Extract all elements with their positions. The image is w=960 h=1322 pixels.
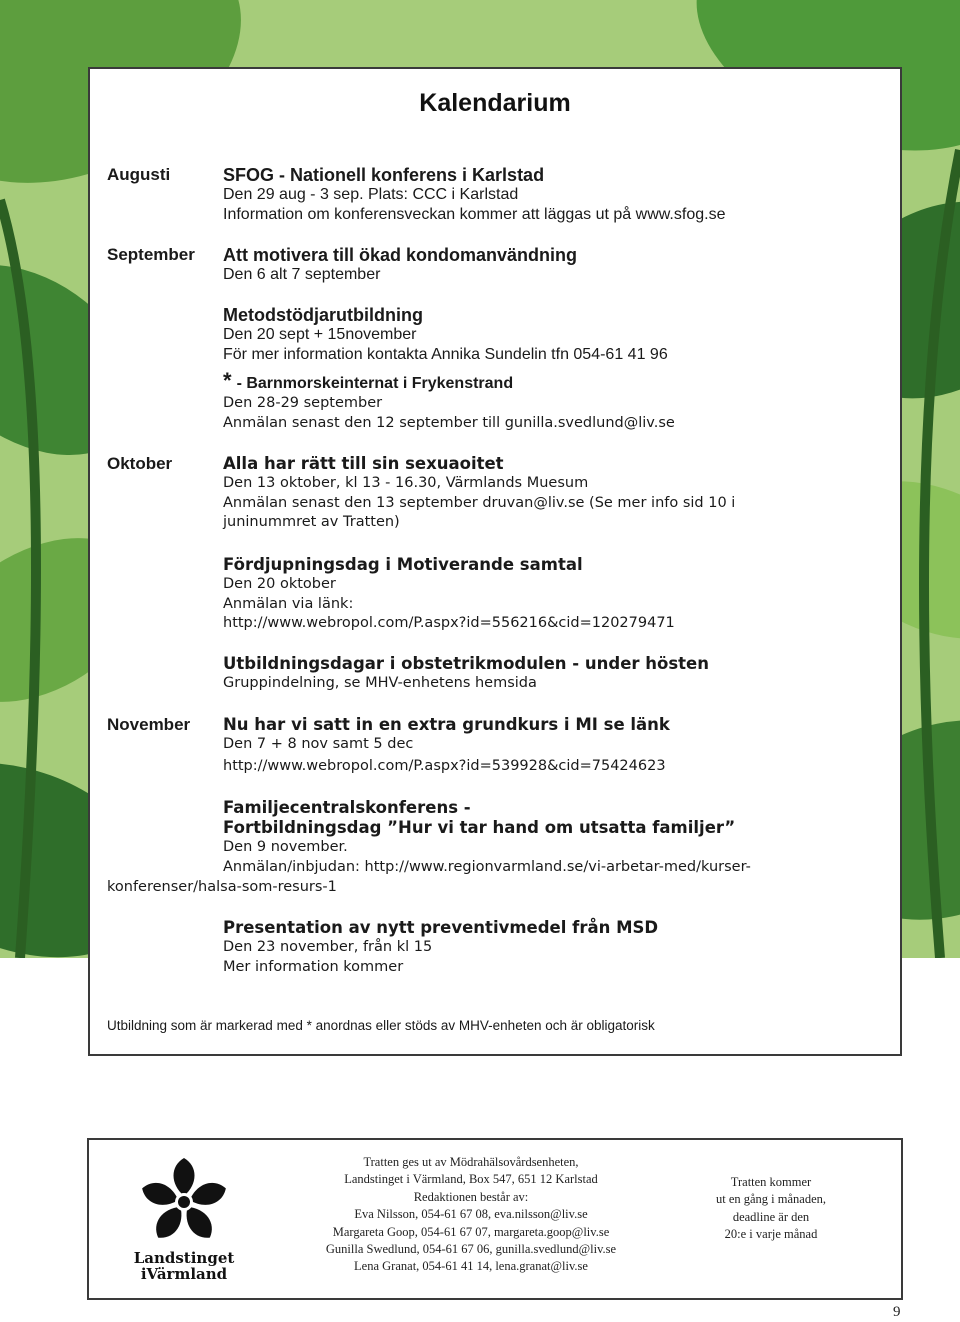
event-line: Den 9 november. [223, 839, 348, 855]
flower-icon [129, 1154, 239, 1249]
event-line: juninummret av Tratten) [223, 514, 400, 530]
event-link[interactable]: http://www.webropol.com/P.aspx?id=556216&cid=120279471 [223, 615, 675, 631]
event-preventiv [223, 918, 658, 977]
event-line: Information om konferensveckan kommer att läggas ut på www.sfog.se [223, 205, 726, 223]
imprint-line: Gunilla Swedlund, 054-61 67 06, gunilla.svedlund@liv.se [325, 1242, 617, 1257]
event-link[interactable]: Anmälan/inbjudan: http://www.regionvarmland.se/vi-arbetar-med/kurser- [223, 858, 751, 875]
imprint-line: Margareta Goop, 054-61 67 07, margareta.goop@liv.se [332, 1224, 610, 1239]
event-heading: Metodstödjarutbildning [223, 305, 423, 325]
event-barnmorske [223, 368, 675, 433]
month-september: September [107, 245, 195, 264]
month-november: November [107, 715, 191, 734]
event-line: Den 28-29 september [223, 395, 383, 411]
note-line: ut en gång i månaden, [715, 1192, 827, 1207]
note-line: 20:e i varje månad [724, 1227, 818, 1242]
event-link[interactable]: http://www.webropol.com/P.aspx?id=539928&cid=75424623 [223, 757, 666, 774]
event-grundkurs [223, 715, 670, 776]
event-line: Anmälan senast den 13 september druvan@liv.se (Se mer info sid 10 i [223, 494, 736, 511]
page-title: Kalendarium [419, 89, 571, 117]
footnote: Utbildning som är markerad med * anordnas eller stöds av MHV-enheten och är obligatorisk [107, 1018, 655, 1033]
month-augusti: Augusti [107, 165, 171, 184]
logo-line: iVärmland [140, 1265, 228, 1283]
imprint-line: Redaktionen består av: [413, 1189, 529, 1204]
event-heading: Fortbildningsdag ”Hur vi tar hand om utsatta familjer” [223, 818, 736, 837]
mandatory-star: * [223, 368, 232, 393]
event-line: Anmälan senast den 12 september till gunilla.svedlund@liv.se [223, 414, 675, 431]
event-line: Den 7 + 8 nov samt 5 dec [223, 736, 414, 752]
event-sexualitet [223, 454, 735, 533]
page-number: 9 [893, 1304, 901, 1320]
event-heading: Familjecentralskonferens - [223, 798, 471, 817]
imprint-line: Landstinget i Värmland, Box 547, 651 12 Karlstad [344, 1172, 598, 1187]
event-obstetrik [223, 654, 709, 694]
event-line: Mer information kommer [223, 958, 404, 975]
landstinget-logo [129, 1154, 239, 1289]
event-line: Den 6 alt 7 september [223, 266, 381, 283]
imprint [301, 1154, 641, 1276]
event-heading: Nu har vi satt in en extra grundkurs i MI se länk [223, 715, 670, 734]
event-line: Den 29 aug - 3 sep. Plats: CCC i Karlstad [223, 186, 519, 203]
note-line: deadline är den [732, 1209, 810, 1224]
event-heading: Fördjupningsdag i Motiverande samtal [223, 555, 583, 574]
event-familjecentral [223, 798, 751, 877]
event-line: För mer information kontakta Annika Sundelin tfn 054-61 41 96 [223, 345, 668, 363]
publication-note [691, 1174, 851, 1244]
event-sfog [223, 165, 725, 224]
month-oktober: Oktober [107, 454, 173, 473]
event-kondom [223, 245, 577, 285]
event-heading: - Barnmorskeinternat i Frykenstrand [236, 375, 514, 392]
logo-line: Landstinget [133, 1249, 235, 1267]
event-heading: Att motivera till ökad kondomanvändning [223, 245, 578, 265]
event-line: Den 13 oktober, kl 13 - 16.30, Värmlands Muesum [223, 475, 589, 491]
calendar-panel [88, 67, 902, 1056]
event-line: Den 20 oktober [223, 576, 336, 592]
event-heading: SFOG - Nationell konferens i Karlstad [223, 165, 545, 185]
imprint-line: Eva Nilsson, 054-61 67 08, eva.nilsson@liv.se [354, 1207, 588, 1222]
event-metod [223, 305, 668, 364]
note-line: Tratten kommer [730, 1175, 812, 1189]
event-heading: Presentation av nytt preventivmedel från MSD [223, 918, 659, 937]
event-heading: Utbildningsdagar i obstetrikmodulen - under hösten [223, 654, 709, 673]
event-line: Den 20 sept + 15november [223, 326, 417, 343]
imprint-line: Lena Granat, 054-61 41 14, lena.granat@liv.se [354, 1259, 588, 1274]
imprint-line: Tratten ges ut av Mödrahälsovårdsenheten, [363, 1155, 579, 1169]
event-heading: Alla har rätt till sin sexuaoitet [223, 454, 504, 473]
event-heading-row [223, 368, 675, 394]
footer-box [87, 1138, 903, 1300]
event-fordjupning [223, 555, 675, 634]
event-line: Den 23 november, från kl 15 [223, 939, 433, 955]
event-link-wrap[interactable]: konferenser/halsa-som-resurs-1 [107, 879, 337, 895]
event-line: Anmälan via länk: [223, 595, 354, 612]
event-line: Gruppindelning, se MHV-enhetens hemsida [223, 675, 537, 691]
